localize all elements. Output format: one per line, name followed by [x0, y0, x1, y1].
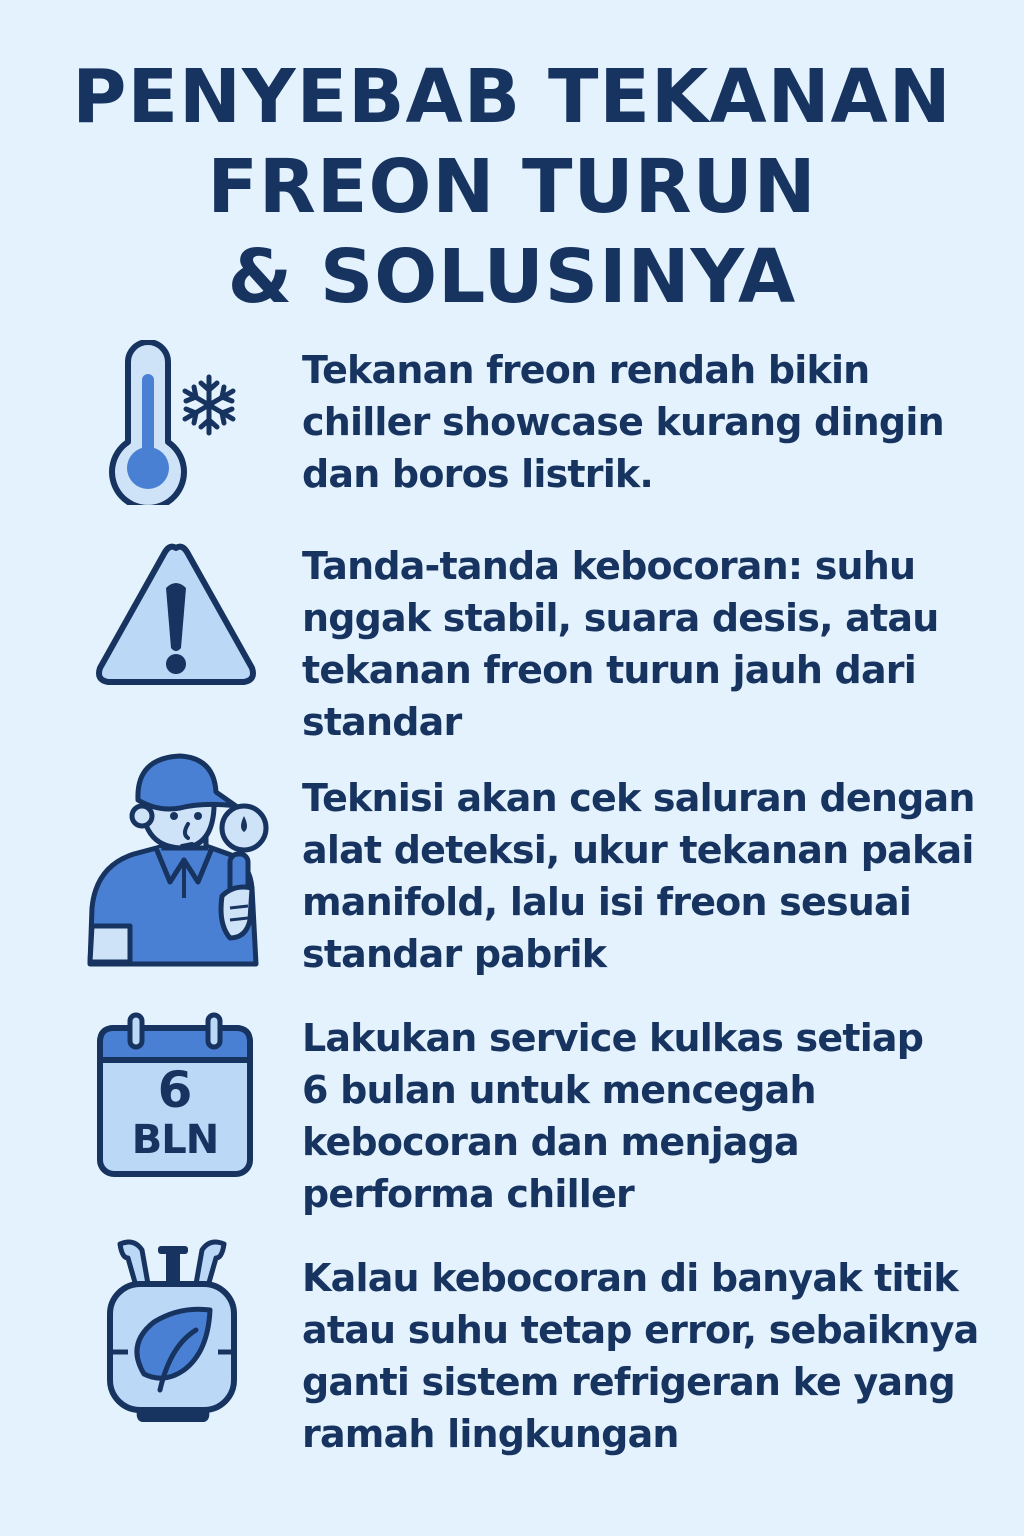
text-line: Tekanan freon rendah bikin [302, 348, 870, 392]
text-line: nggak stabil, suara desis, atau [302, 596, 939, 640]
text-line: standar pabrik [302, 932, 607, 976]
info-text [302, 772, 982, 980]
text-line: 6 bulan untuk mencegah [302, 1068, 816, 1112]
info-text [302, 1252, 982, 1460]
calendar-label: BLN [131, 1117, 219, 1163]
info-text [302, 540, 982, 748]
text-line: atau suhu tetap error, sebaiknya [302, 1308, 979, 1352]
text-line: dan boros listrik. [302, 452, 654, 496]
text-line: ramah lingkungan [302, 1412, 679, 1456]
text-line: ganti sistem refrigeran ke yang [302, 1360, 955, 1404]
text-line: manifold, lalu isi freon sesuai [302, 880, 912, 924]
title-line-3: & SOLUSINYA [227, 234, 797, 320]
text-line: tekanan freon turun jauh dari [302, 648, 916, 692]
text-line: Teknisi akan cek saluran dengan [302, 776, 975, 820]
calendar-icon [96, 1012, 254, 1178]
text-line: standar [302, 700, 462, 744]
text-line: performa chiller [302, 1172, 634, 1216]
title-line-1: PENYEBAB TEKANAN [72, 54, 952, 140]
text-line: chiller showcase kurang dingin [302, 400, 944, 444]
page-title [0, 52, 1024, 322]
text-line: kebocoran dan menjaga [302, 1120, 799, 1164]
title-line-2: FREON TURUN [207, 144, 817, 230]
warning-triangle-icon [92, 540, 260, 690]
technician-gauge-icon [84, 748, 274, 972]
info-text [302, 344, 982, 500]
refrigerant-tank-leaf-icon [104, 1234, 244, 1424]
calendar-number: 6 [157, 1061, 193, 1119]
text-line: Kalau kebocoran di banyak titik [302, 1256, 958, 1300]
thermometer-snowflake-icon [106, 340, 246, 505]
text-line: Tanda-tanda kebocoran: suhu [302, 544, 916, 588]
text-line: Lakukan service kulkas setiap [302, 1016, 924, 1060]
text-line: alat deteksi, ukur tekanan pakai [302, 828, 974, 872]
info-text [302, 1012, 982, 1220]
